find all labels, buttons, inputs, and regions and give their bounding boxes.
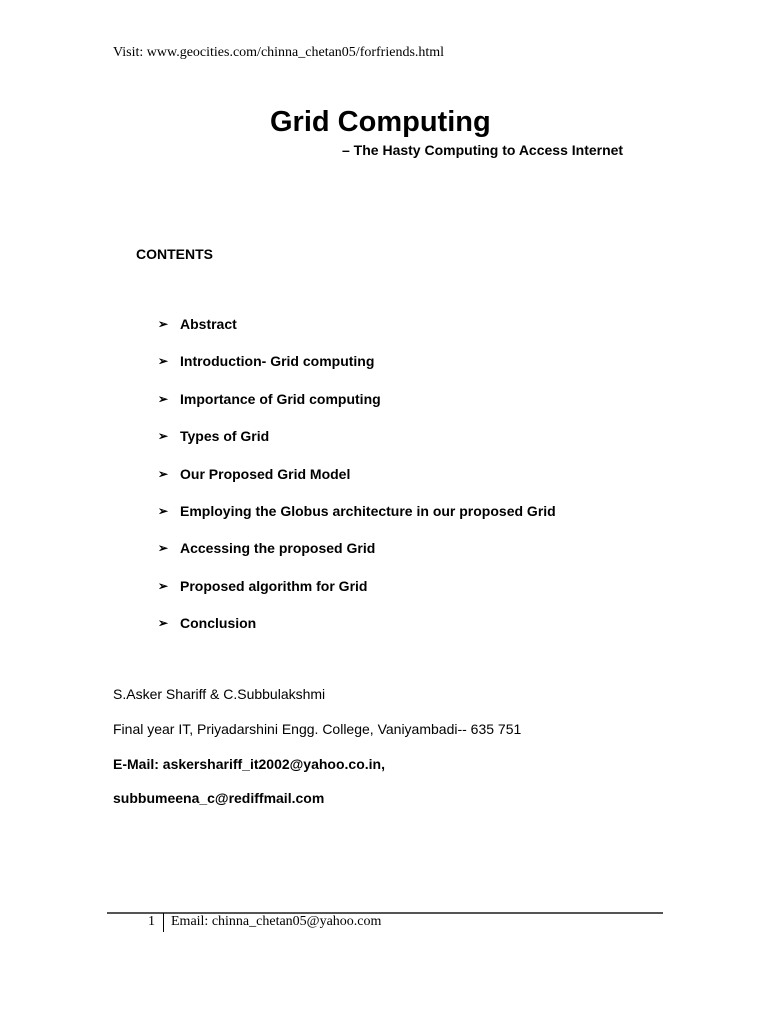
toc-item-label: Abstract [180, 316, 237, 332]
toc-item [158, 614, 556, 651]
toc-item-label: Our Proposed Grid Model [180, 465, 351, 482]
arrow-bullet-icon: ➢ [158, 503, 169, 518]
footer-separator [163, 913, 164, 932]
email-line-2: subbumeena_c@rediffmail.com [113, 790, 325, 806]
toc-item [158, 390, 556, 427]
toc-item-label: Types of Grid [180, 428, 270, 445]
toc-item-label: Proposed algorithm for Grid [180, 577, 368, 594]
footer-email-note: Email: chinna_chetan05@yahoo.com [171, 914, 382, 929]
header-visit-line: Visit: www.geocities.com/chinna_chetan05/forfriends.html [113, 45, 445, 60]
arrow-bullet-icon: ➢ [158, 317, 169, 331]
arrow-bullet-icon: ➢ [158, 616, 169, 631]
arrow-bullet-icon: ➢ [158, 466, 169, 481]
arrow-bullet-icon: ➢ [158, 429, 169, 444]
toc-item-label: Accessing the proposed Grid [180, 540, 376, 557]
toc-item [158, 539, 556, 576]
toc-item [158, 577, 556, 614]
arrow-bullet-icon: ➢ [158, 578, 169, 593]
toc-item-label: Introduction- Grid computing [180, 353, 375, 370]
arrow-bullet-icon: ➢ [158, 391, 169, 406]
contents-heading: CONTENTS [136, 246, 213, 262]
arrow-bullet-icon: ➢ [158, 541, 169, 556]
email-line-1: E-Mail: askershariff_it2002@yahoo.co.in, [113, 756, 385, 772]
toc-item [158, 315, 556, 352]
toc-item [158, 465, 556, 502]
affiliation-line: Final year IT, Priyadarshini Engg. College, Vaniyambadi-- 635 751 [113, 721, 522, 737]
document-title: Grid Computing [270, 106, 491, 138]
toc-item-label: Importance of Grid computing [180, 390, 381, 407]
toc-item [158, 502, 556, 539]
authors-line: S.Asker Shariff & C.Subbulakshmi [113, 686, 326, 702]
footer-page-number: 1 [148, 914, 155, 929]
toc-item [158, 427, 556, 464]
toc-item-label: Employing the Globus architecture in our proposed Grid [180, 502, 556, 519]
table-of-contents [158, 315, 556, 652]
document-subtitle: – The Hasty Computing to Access Internet [342, 142, 624, 158]
toc-item-label: Conclusion [180, 615, 257, 632]
arrow-bullet-icon: ➢ [158, 354, 169, 369]
toc-item [158, 352, 556, 389]
